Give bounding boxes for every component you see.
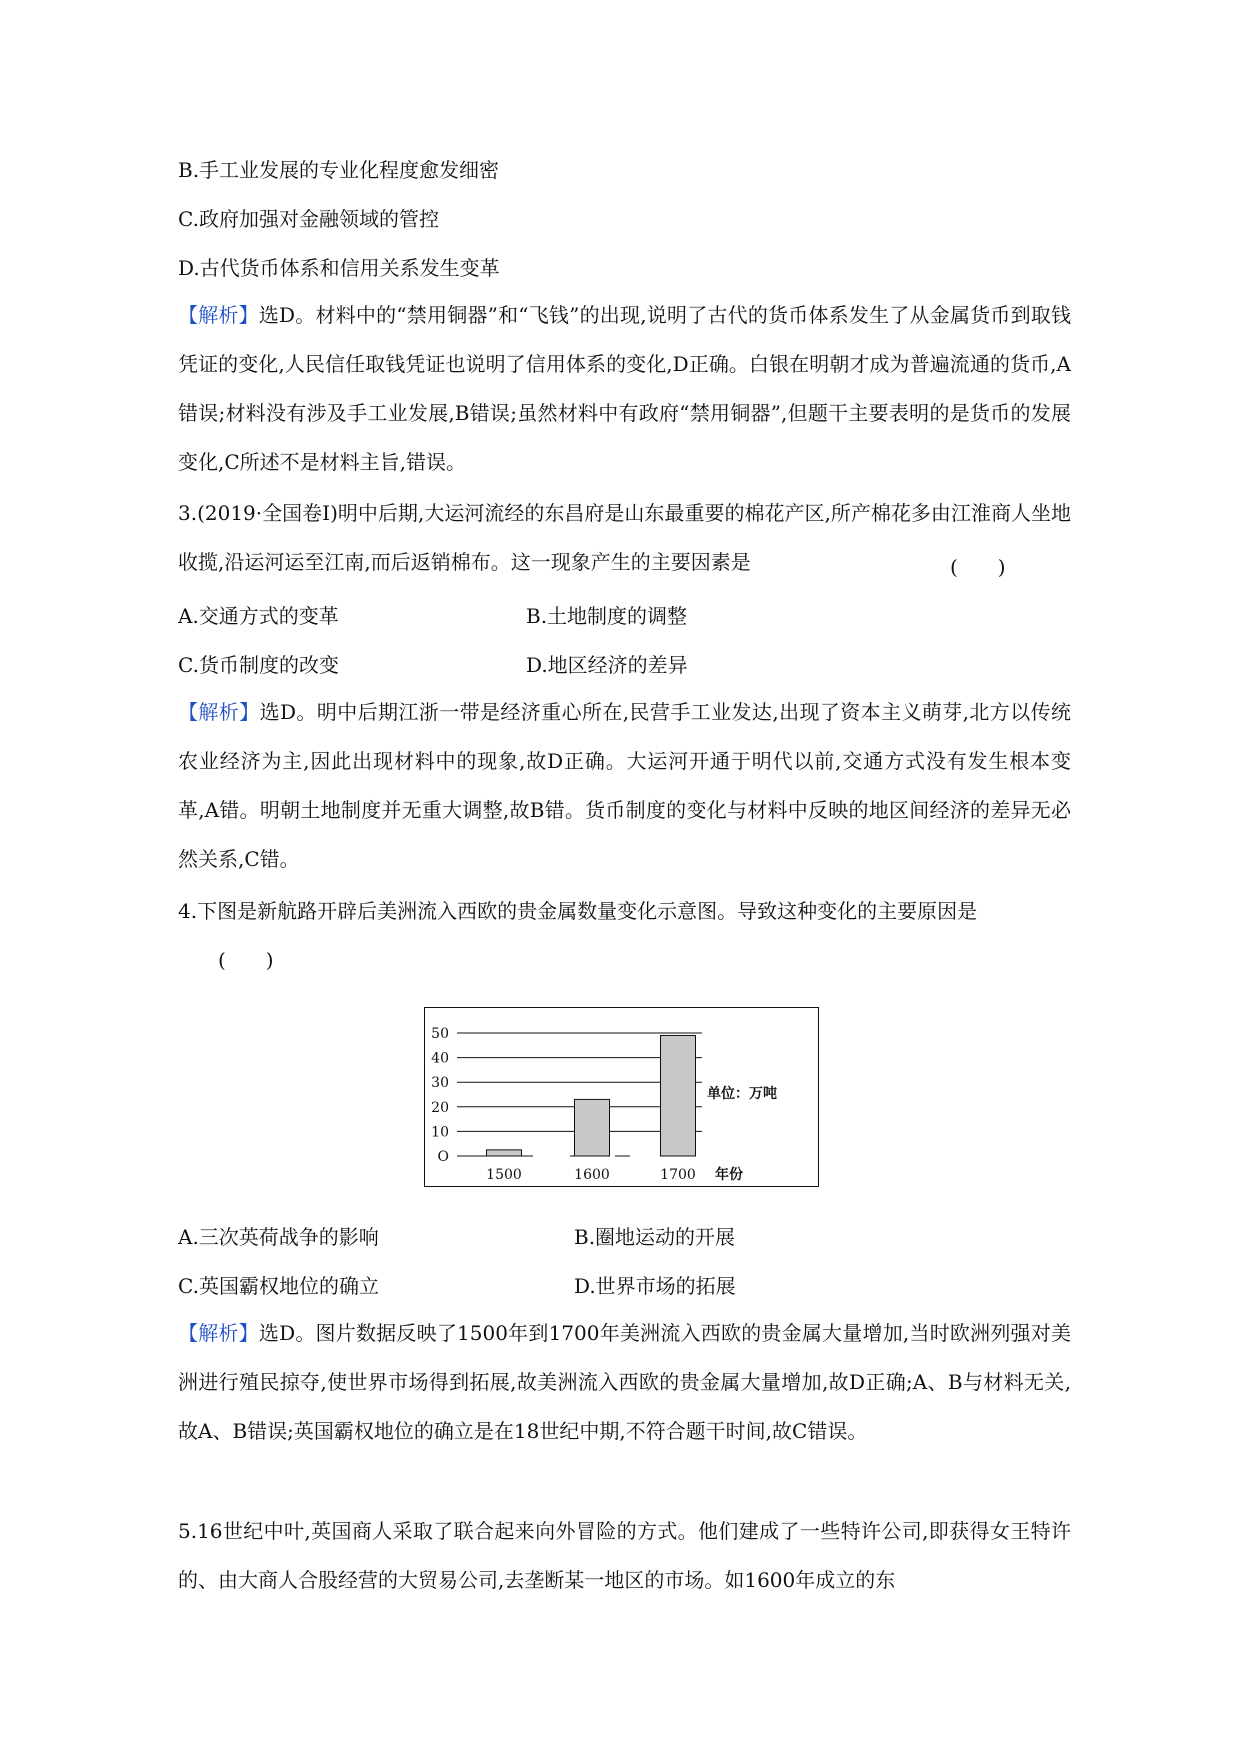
x-tick-label: 1600: [574, 1167, 610, 1183]
y-tick-label: 20: [431, 1099, 449, 1116]
y-tick-label: 40: [431, 1050, 449, 1067]
y-tick-label: 50: [431, 1026, 449, 1042]
q5-stem: [178, 1507, 1071, 1605]
q4-analysis: [178, 1309, 1071, 1456]
q3-option-d: D.地区经济的差异: [526, 653, 688, 677]
bar-1500: [487, 1150, 522, 1156]
bar-chart-svg: [425, 1008, 820, 1188]
y-tick-label: 10: [431, 1124, 449, 1141]
q3-option-c: C.货币制度的改变: [178, 653, 339, 677]
q3-option-b: B.土地制度的调整: [526, 604, 688, 628]
q4-option-c: C.英国霸权地位的确立: [178, 1274, 379, 1298]
q5-stem-text: 5.16世纪中叶,英国商人采取了联合起来向外冒险的方式。他们建成了一些特许公司,即获得女王特许的、由大商人合股经营的大贸易公司,去垄断某一地区的市场。如1600年成立的东: [178, 1519, 1071, 1592]
bar-1600: [575, 1099, 610, 1156]
q3-analysis: [178, 688, 1071, 884]
q3-option-a: A.交通方式的变革: [178, 604, 339, 628]
x-tick-label: 1700: [660, 1167, 696, 1183]
x-tick-label: 1500: [486, 1167, 522, 1183]
q4-option-a: A.三次英荷战争的影响: [178, 1225, 379, 1249]
q4-answer-paren: ( ): [218, 948, 274, 972]
analysis-tag: 【解析】: [178, 1321, 259, 1345]
q4-option-d: D.世界市场的拓展: [574, 1274, 736, 1298]
y-tick-label: 30: [431, 1075, 449, 1092]
y-tick-label: O: [437, 1149, 449, 1165]
q4-option-b: B.圈地运动的开展: [574, 1225, 736, 1249]
analysis-tag: 【解析】: [178, 700, 260, 724]
analysis-text: 选D。材料中的“禁用铜器”和“飞钱”的出现,说明了古代的货币体系发生了从金属货币到取钱凭证的变化,人民信任取钱凭证也说明了信用体系的变化,D正确。白银在明朝才成为普遍流通的货币,A错误;材料没有涉及手工业发展,B错误;虽然材料中有政府“禁用铜器”,但题干主要表明的是货币的发展变化,C所述不是材料主旨,错误。: [178, 303, 1071, 474]
analysis-text: 选D。图片数据反映了1500年到1700年美洲流入西欧的贵金属大量增加,当时欧洲列强对美洲进行殖民掠夺,使世界市场得到拓展,故美洲流入西欧的贵金属大量增加,故D正确;A、B与材料无关,故A、B错误;英国霸权地位的确立是在18世纪中期,不符合题干时间,故C错误。: [178, 1321, 1071, 1443]
q3-answer-paren: ( ): [950, 555, 1006, 579]
q3-stem: [178, 489, 1071, 587]
bar-1700: [661, 1035, 696, 1156]
q2-option-d: D.古代货币体系和信用关系发生变革: [178, 256, 500, 280]
q4-stem: 4.下图是新航路开辟后美洲流入西欧的贵金属数量变化示意图。导致这种变化的主要原因是: [178, 899, 978, 923]
x-axis-label: 年份: [715, 1167, 743, 1183]
q3-stem-text: 3.(2019·全国卷Ⅰ)明中后期,大运河流经的东昌府是山东最重要的棉花产区,所产棉花多由江淮商人坐地收揽,沿运河运至江南,而后返销棉布。这一现象产生的主要因素是: [178, 501, 1071, 574]
analysis-text: 选D。明中后期江浙一带是经济重心所在,民营手工业发达,出现了资本主义萌芽,北方以传统农业经济为主,因此出现材料中的现象,故D正确。大运河开通于明代以前,交通方式没有发生根本变革,A错。明朝土地制度并无重大调整,故B错。货币制度的变化与材料中反映的地区间经济的差异无必然关系,C错。: [178, 700, 1072, 871]
q2-option-c: C.政府加强对金融领域的管控: [178, 207, 439, 231]
q2-analysis: [178, 291, 1071, 487]
unit-label: 单位：万吨: [707, 1086, 777, 1102]
analysis-tag: 【解析】: [178, 303, 259, 327]
precious-metal-chart: [424, 1007, 819, 1187]
q2-option-b: B.手工业发展的专业化程度愈发细密: [178, 158, 500, 182]
